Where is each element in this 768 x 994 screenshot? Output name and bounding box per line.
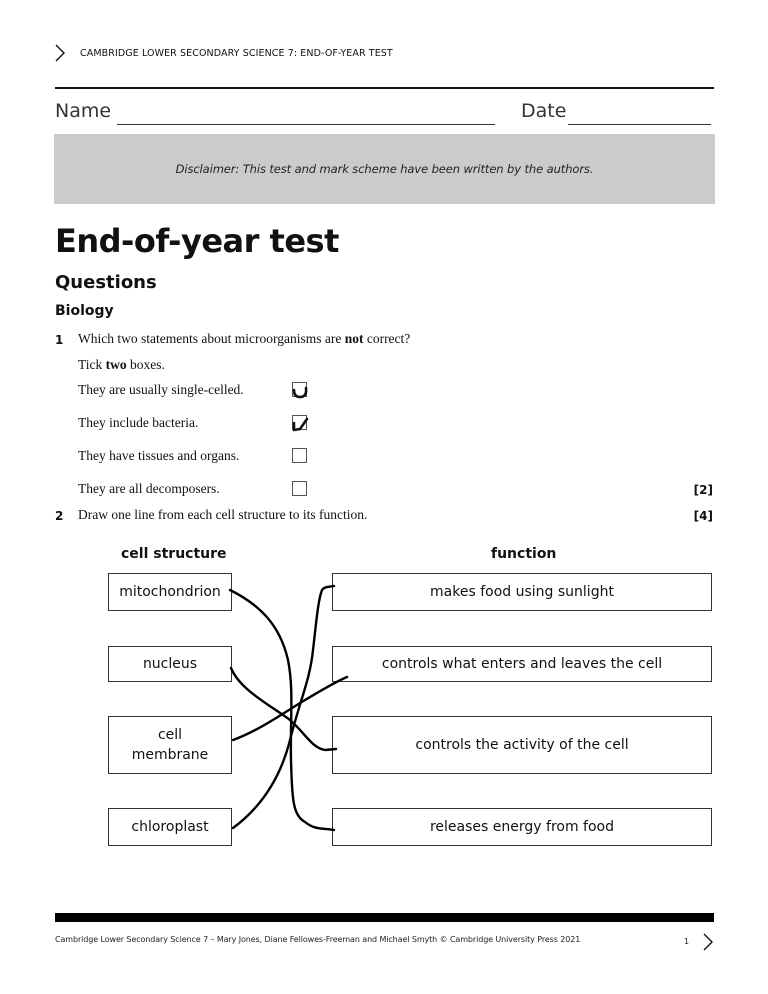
line-chloroplast [233,586,334,828]
disclaimer-text: Disclaimer: This test and mark scheme have been written by the authors. [175,162,594,176]
option-2-label: They include bacteria. [78,415,199,430]
date-label: Date [521,100,567,122]
function-releases-energy[interactable]: releases energy from food [332,808,712,846]
line-nucleus [231,668,336,750]
function-controls-activity[interactable]: controls the activity of the cell [332,716,712,774]
line-mitochondrion [230,590,334,830]
name-label: Name [55,100,112,122]
structure-chloroplast[interactable]: chloroplast [108,808,232,846]
date-field[interactable] [568,124,711,125]
instruction-text: boxes. [126,357,165,372]
option-1-label: They are usually single-celled. [78,382,244,397]
disclaimer-box [54,134,715,204]
option-2-checkbox[interactable] [292,415,307,430]
tick-mark-icon [292,382,309,399]
tick-mark-icon [292,415,309,432]
structure-cell-membrane[interactable]: cell membrane [108,716,232,774]
chevron-right-icon[interactable] [54,44,66,62]
question-1-instruction [78,357,165,373]
header-divider [55,87,714,89]
question-2-number: 2 [55,509,64,523]
function-heading: function [491,546,557,562]
footer-bar [55,913,714,922]
line-cell-membrane [233,677,347,740]
page-title: End-of-year test [55,222,339,260]
chevron-right-icon[interactable] [702,933,714,951]
page-number: 1 [684,937,690,946]
option-1-checkbox[interactable] [292,382,307,397]
name-field[interactable] [117,124,495,125]
question-1-number: 1 [55,333,64,347]
instruction-emphasis: two [105,357,127,372]
question-2-prompt: Draw one line from each cell structure to its function. [78,507,368,522]
prompt-emphasis: not [344,331,364,346]
instruction-text: Tick [78,357,106,372]
cell-structure-heading: cell structure [121,546,227,562]
option-4-checkbox[interactable] [292,481,307,496]
question-2-marks: [4] [693,509,713,523]
prompt-text: correct? [363,331,411,346]
option-3-label: They have tissues and organs. [78,448,240,463]
structure-mitochondrion[interactable]: mitochondrion [108,573,232,611]
question-1-prompt [78,331,410,347]
footer-credit: Cambridge Lower Secondary Science 7 – Mary Jones, Diane Fellowes-Freeman and Michael Smyth © Cambridge University Press 2021 [55,935,581,944]
function-makes-food[interactable]: makes food using sunlight [332,573,712,611]
structure-nucleus[interactable]: nucleus [108,646,232,682]
function-controls-entry[interactable]: controls what enters and leaves the cell [332,646,712,682]
section-title: Questions [55,272,157,293]
option-4-label: They are all decomposers. [78,481,220,496]
subsection-title: Biology [55,303,114,319]
option-3-checkbox[interactable] [292,448,307,463]
question-1-marks: [2] [693,483,713,497]
prompt-text: Which two statements about microorganisms are [78,331,345,346]
running-header-title: CAMBRIDGE LOWER SECONDARY SCIENCE 7: END-OF-YEAR TEST [80,48,393,59]
